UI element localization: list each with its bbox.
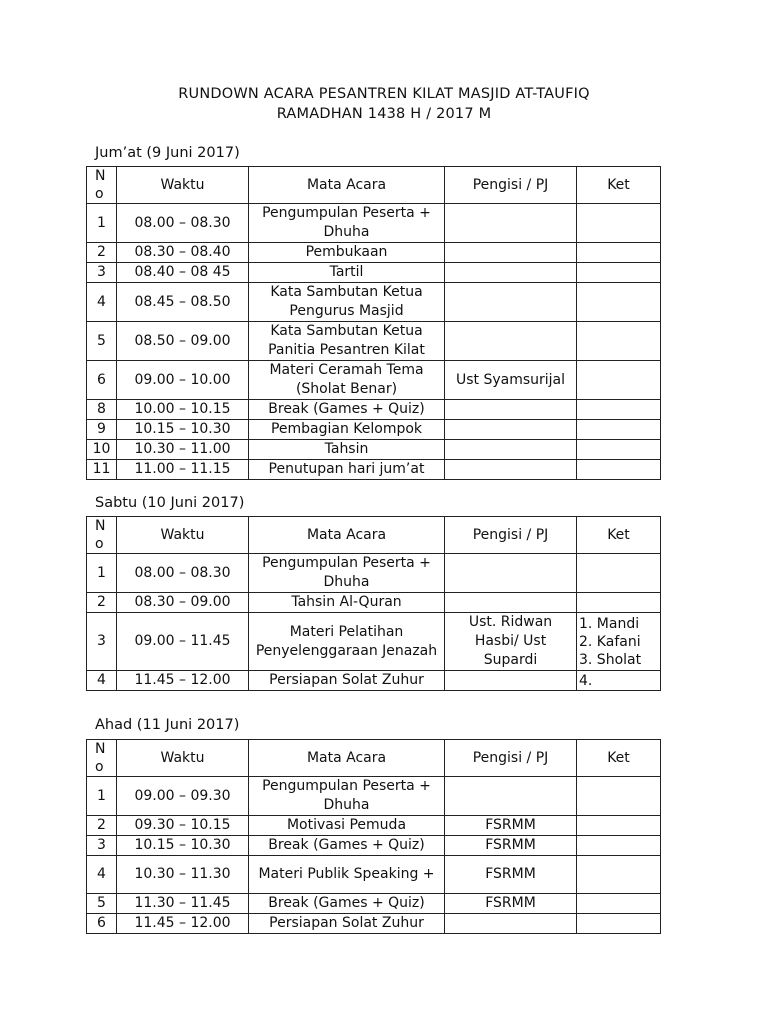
cell-ket (577, 243, 661, 263)
cell-pengisi (445, 914, 577, 934)
cell-pengisi (445, 554, 577, 593)
cell-waktu: 10.30 – 11.00 (117, 440, 249, 460)
cell-no: 2 (87, 593, 117, 613)
cell-ket: 4. (577, 671, 661, 691)
cell-waktu: 08.50 – 09.00 (117, 322, 249, 361)
cell-no: 6 (87, 914, 117, 934)
cell-no: 1 (87, 554, 117, 593)
cell-waktu: 10.00 – 10.15 (117, 400, 249, 420)
table-row (87, 400, 661, 420)
document-subtitle: RAMADHAN 1438 H / 2017 M (276, 106, 492, 122)
cell-mata-acara: Pembukaan (249, 243, 445, 263)
cell-ket (577, 914, 661, 934)
cell-waktu: 08.00 – 08.30 (117, 554, 249, 593)
cell-waktu: 09.00 – 10.00 (117, 361, 249, 400)
table-header-row (87, 517, 661, 554)
cell-pengisi (445, 400, 577, 420)
cell-no: 5 (87, 322, 117, 361)
cell-pengisi (445, 593, 577, 613)
cell-ket (577, 322, 661, 361)
cell-waktu: 11.30 – 11.45 (117, 894, 249, 914)
cell-ket (577, 856, 661, 894)
cell-ket (577, 836, 661, 856)
header-ket: Ket (577, 740, 661, 777)
table-row (87, 836, 661, 856)
cell-pengisi (445, 263, 577, 283)
header-waktu: Waktu (117, 740, 249, 777)
table-row (87, 777, 661, 816)
cell-no: 8 (87, 400, 117, 420)
cell-mata-acara: Persiapan Solat Zuhur (249, 914, 445, 934)
cell-pengisi: FSRMM (445, 894, 577, 914)
cell-waktu: 11.45 – 12.00 (117, 914, 249, 934)
day2-heading: Sabtu (10 Juni 2017) (95, 495, 245, 511)
cell-mata-acara: Tahsin Al-Quran (249, 593, 445, 613)
header-mata-acara: Mata Acara (249, 167, 445, 204)
cell-mata-acara: Pengumpulan Peserta + Dhuha (249, 204, 445, 243)
cell-waktu: 09.00 – 09.30 (117, 777, 249, 816)
cell-no: 6 (87, 361, 117, 400)
header-ket: Ket (577, 517, 661, 554)
header-ket: Ket (577, 167, 661, 204)
day3-heading: Ahad (11 Juni 2017) (95, 717, 240, 733)
cell-no: 4 (87, 671, 117, 691)
table-row (87, 420, 661, 440)
cell-ket (577, 420, 661, 440)
table-row (87, 554, 661, 593)
cell-no: 1 (87, 204, 117, 243)
cell-no: 1 (87, 777, 117, 816)
cell-no: 2 (87, 243, 117, 263)
cell-pengisi: Ust Syamsurijal (445, 361, 577, 400)
header-no: N o (87, 740, 117, 777)
cell-pengisi (445, 460, 577, 480)
cell-ket (577, 816, 661, 836)
day3-table (86, 739, 661, 934)
cell-ket (577, 263, 661, 283)
cell-no: 4 (87, 283, 117, 322)
table-row (87, 460, 661, 480)
cell-ket (577, 777, 661, 816)
cell-mata-acara: Pengumpulan Peserta + Dhuha (249, 777, 445, 816)
cell-no: 3 (87, 613, 117, 671)
header-no: N o (87, 167, 117, 204)
cell-no: 4 (87, 856, 117, 894)
cell-ket (577, 593, 661, 613)
table-row (87, 856, 661, 894)
cell-mata-acara: Motivasi Pemuda (249, 816, 445, 836)
cell-no: 11 (87, 460, 117, 480)
cell-waktu: 09.00 – 11.45 (117, 613, 249, 671)
cell-ket (577, 894, 661, 914)
cell-waktu: 08.45 – 08.50 (117, 283, 249, 322)
cell-waktu: 08.30 – 08.40 (117, 243, 249, 263)
cell-ket (577, 400, 661, 420)
cell-mata-acara: Persiapan Solat Zuhur (249, 671, 445, 691)
cell-mata-acara: Materi Pelatihan Penyelenggaraan Jenazah (249, 613, 445, 671)
table-row (87, 283, 661, 322)
table-row (87, 613, 661, 671)
day1-heading: Jum’at (9 Juni 2017) (95, 145, 240, 161)
cell-mata-acara: Materi Ceramah Tema (Sholat Benar) (249, 361, 445, 400)
cell-pengisi: FSRMM (445, 856, 577, 894)
cell-waktu: 08.00 – 08.30 (117, 204, 249, 243)
header-mata-acara: Mata Acara (249, 517, 445, 554)
cell-ket (577, 361, 661, 400)
cell-ket (577, 554, 661, 593)
table-row (87, 322, 661, 361)
cell-no: 9 (87, 420, 117, 440)
cell-pengisi (445, 204, 577, 243)
cell-pengisi (445, 322, 577, 361)
cell-mata-acara: Penutupan hari jum’at (249, 460, 445, 480)
table-row (87, 361, 661, 400)
table-row (87, 204, 661, 243)
cell-mata-acara: Break (Games + Quiz) (249, 894, 445, 914)
header-mata-acara: Mata Acara (249, 740, 445, 777)
cell-mata-acara: Break (Games + Quiz) (249, 400, 445, 420)
cell-pengisi (445, 440, 577, 460)
cell-waktu: 10.15 – 10.30 (117, 420, 249, 440)
cell-mata-acara: Tartil (249, 263, 445, 283)
table-row (87, 914, 661, 934)
cell-ket (577, 460, 661, 480)
cell-pengisi (445, 283, 577, 322)
day1-table (86, 166, 661, 480)
header-waktu: Waktu (117, 517, 249, 554)
cell-pengisi (445, 243, 577, 263)
cell-mata-acara: Materi Publik Speaking + (249, 856, 445, 894)
table-row (87, 894, 661, 914)
table-row (87, 593, 661, 613)
cell-waktu: 11.45 – 12.00 (117, 671, 249, 691)
cell-waktu: 11.00 – 11.15 (117, 460, 249, 480)
cell-pengisi: FSRMM (445, 816, 577, 836)
cell-no: 3 (87, 836, 117, 856)
cell-no: 2 (87, 816, 117, 836)
cell-pengisi: Ust. Ridwan Hasbi/ Ust Supardi (445, 613, 577, 671)
header-pengisi: Pengisi / PJ (445, 740, 577, 777)
cell-mata-acara: Pembagian Kelompok (249, 420, 445, 440)
cell-waktu: 08.40 – 08 45 (117, 263, 249, 283)
cell-mata-acara: Break (Games + Quiz) (249, 836, 445, 856)
cell-mata-acara: Kata Sambutan Ketua Pengurus Masjid (249, 283, 445, 322)
table-header-row (87, 167, 661, 204)
header-waktu: Waktu (117, 167, 249, 204)
cell-pengisi: FSRMM (445, 836, 577, 856)
table-row (87, 243, 661, 263)
header-pengisi: Pengisi / PJ (445, 167, 577, 204)
cell-pengisi (445, 671, 577, 691)
cell-no: 5 (87, 894, 117, 914)
day2-table (86, 516, 661, 691)
cell-pengisi (445, 777, 577, 816)
table-row (87, 816, 661, 836)
cell-waktu: 10.15 – 10.30 (117, 836, 249, 856)
header-pengisi: Pengisi / PJ (445, 517, 577, 554)
cell-ket: 1. Mandi 2. Kafani 3. Sholat (577, 613, 661, 671)
table-row (87, 440, 661, 460)
cell-ket (577, 204, 661, 243)
header-no: N o (87, 517, 117, 554)
table-row (87, 263, 661, 283)
cell-waktu: 08.30 – 09.00 (117, 593, 249, 613)
table-row (87, 671, 661, 691)
cell-ket (577, 440, 661, 460)
cell-waktu: 09.30 – 10.15 (117, 816, 249, 836)
cell-pengisi (445, 420, 577, 440)
cell-no: 10 (87, 440, 117, 460)
document-title: RUNDOWN ACARA PESANTREN KILAT MASJID AT-TAUFIQ (178, 86, 590, 102)
cell-waktu: 10.30 – 11.30 (117, 856, 249, 894)
cell-mata-acara: Tahsin (249, 440, 445, 460)
cell-ket (577, 283, 661, 322)
cell-no: 3 (87, 263, 117, 283)
table-header-row (87, 740, 661, 777)
cell-mata-acara: Pengumpulan Peserta + Dhuha (249, 554, 445, 593)
cell-mata-acara: Kata Sambutan Ketua Panitia Pesantren Kilat (249, 322, 445, 361)
